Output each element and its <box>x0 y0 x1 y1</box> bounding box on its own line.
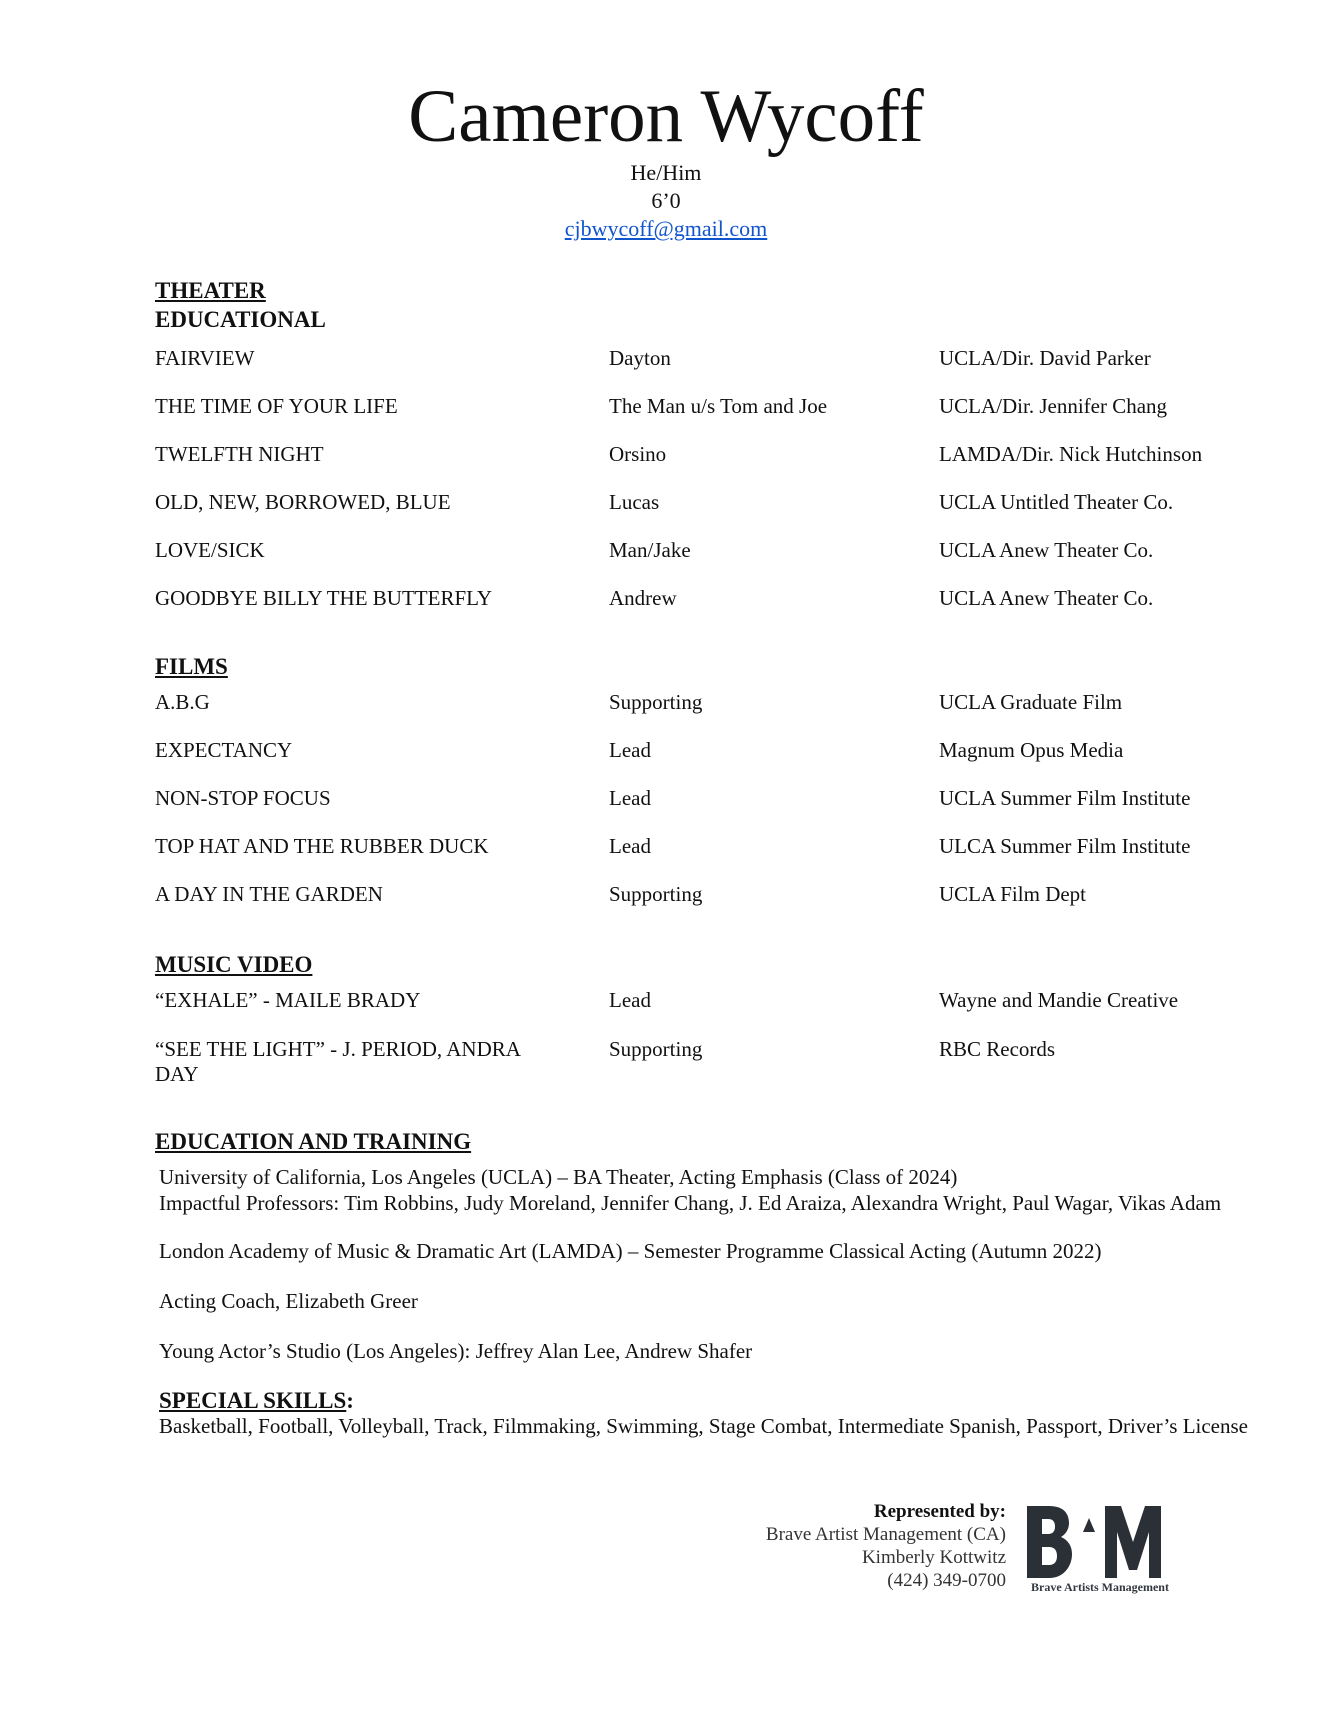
film-company: UCLA Film Dept <box>939 882 1087 906</box>
theater-company: UCLA Anew Theater Co. <box>939 586 1154 610</box>
educational-subheading: EDUCATIONAL <box>155 307 326 332</box>
film-company: UCLA Summer Film Institute <box>939 786 1191 810</box>
film-company: UCLA Graduate Film <box>939 690 1123 714</box>
education-line: Young Actor’s Studio (Los Angeles): Jeffrey Alan Lee, Andrew Shafer <box>159 1339 753 1363</box>
theater-role: The Man u/s Tom and Joe <box>609 394 828 418</box>
bam-logo-icon <box>1025 1500 1175 1586</box>
actor-name: Cameron Wycoff <box>408 75 924 158</box>
theater-title: FAIRVIEW <box>155 346 255 370</box>
pronouns: He/Him <box>630 160 702 185</box>
music-video-title: “SEE THE LIGHT” - J. PERIOD, ANDRA DAY <box>155 1037 520 1086</box>
email-line <box>0 215 1332 243</box>
music-video-company: RBC Records <box>939 1037 1056 1061</box>
theater-title: THE TIME OF YOUR LIFE <box>155 394 398 418</box>
film-title: EXPECTANCY <box>155 738 293 762</box>
theater-title: TWELFTH NIGHT <box>155 442 324 466</box>
theater-company: UCLA/Dir. David Parker <box>939 346 1151 370</box>
theater-role: Dayton <box>609 346 671 370</box>
education-line: London Academy of Music & Dramatic Art (LAMDA) – Semester Programme Classical Acting (Autumn 2022) <box>159 1239 1102 1263</box>
bam-logo-caption: Brave Artists Management <box>1031 1580 1169 1594</box>
theater-role: Andrew <box>609 586 677 610</box>
agency-phone: (424) 349-0700 <box>887 1570 1006 1591</box>
agency-name: Brave Artist Management (CA) <box>765 1524 1006 1545</box>
education-heading: EDUCATION AND TRAINING <box>155 1129 472 1154</box>
theater-title: GOODBYE BILLY THE BUTTERFLY <box>155 586 493 610</box>
theater-title: LOVE/SICK <box>155 538 265 562</box>
music-video-company: Wayne and Mandie Creative <box>939 988 1179 1012</box>
film-title: A.B.G <box>155 690 210 714</box>
films-heading: FILMS <box>155 654 228 679</box>
theater-role: Lucas <box>609 490 660 514</box>
theater-heading: THEATER <box>155 278 266 303</box>
film-title: TOP HAT AND THE RUBBER DUCK <box>155 834 489 858</box>
represented-by-label: Represented by: <box>873 1501 1006 1522</box>
education-line: University of California, Los Angeles (UCLA) – BA Theater, Acting Emphasis (Class of 2024) <box>159 1165 958 1189</box>
special-skills-colon: : <box>346 1388 354 1413</box>
special-skills-heading <box>159 1386 354 1416</box>
film-role: Lead <box>609 786 651 810</box>
height: 6’0 <box>651 188 681 213</box>
music-video-role: Supporting <box>609 1037 703 1061</box>
education-line: Acting Coach, Elizabeth Greer <box>159 1289 418 1313</box>
theater-company: UCLA/Dir. Jennifer Chang <box>939 394 1168 418</box>
theater-role: Man/Jake <box>609 538 691 562</box>
film-company: ULCA Summer Film Institute <box>939 834 1191 858</box>
film-role: Lead <box>609 834 651 858</box>
theater-title: OLD, NEW, BORROWED, BLUE <box>155 490 451 514</box>
education-line: Impactful Professors: Tim Robbins, Judy Moreland, Jennifer Chang, J. Ed Araiza, Alexandra Wright, Paul Wagar, Vikas Adam <box>159 1191 1222 1215</box>
agent-name: Kimberly Kottwitz <box>861 1547 1006 1568</box>
film-title: NON-STOP FOCUS <box>155 786 331 810</box>
email-link[interactable]: cjbwycoff@gmail.com <box>564 216 768 241</box>
special-skills-text: Basketball, Football, Volleyball, Track, Filmmaking, Swimming, Stage Combat, Intermediate Spanish, Passport, Driver’s License <box>159 1414 1248 1438</box>
theater-role: Orsino <box>609 442 667 466</box>
special-skills-label: SPECIAL SKILLS <box>159 1388 347 1413</box>
music-video-role: Lead <box>609 988 651 1012</box>
music-video-title: “EXHALE” - MAILE BRADY <box>155 988 421 1012</box>
theater-company: UCLA Untitled Theater Co. <box>939 490 1174 514</box>
music-video-heading: MUSIC VIDEO <box>155 952 313 977</box>
film-company: Magnum Opus Media <box>939 738 1124 762</box>
film-role: Supporting <box>609 690 703 714</box>
theater-company: LAMDA/Dir. Nick Hutchinson <box>939 442 1203 466</box>
theater-company: UCLA Anew Theater Co. <box>939 538 1154 562</box>
film-title: A DAY IN THE GARDEN <box>155 882 383 906</box>
film-role: Lead <box>609 738 651 762</box>
film-role: Supporting <box>609 882 703 906</box>
